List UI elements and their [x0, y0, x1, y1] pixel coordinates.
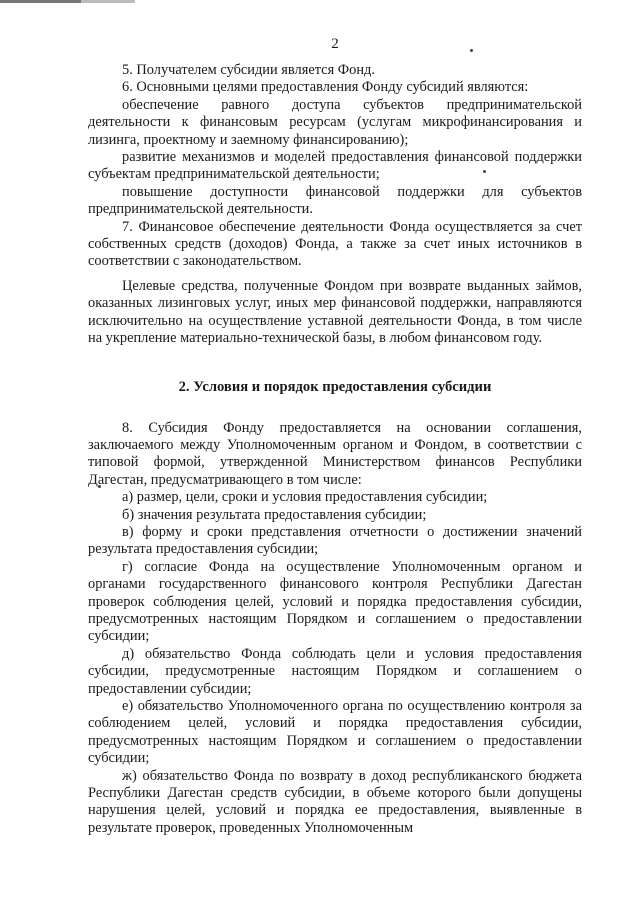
paragraph: 7. Финансовое обеспечение деятельности Фонда осуществляется за счет собственных средств (доходов) Фонда, а также за счет иных источников в соответствии с законодательством.: [88, 218, 582, 270]
paragraph: повышение доступности финансовой поддержки для субъектов предпринимательской деятельности.: [88, 183, 582, 218]
list-item: ж) обязательство Фонда по возврату в доход республиканского бюджета Республики Дагестан средств субсидии, в объеме которого были допущены нарушения целей, условий и порядка ее предоставления, выявленные в результате проверок, проведенных Уполномоченным: [88, 767, 582, 836]
section-paragraphs: [88, 420, 582, 838]
scan-edge-mark: [0, 0, 135, 3]
list-item: г) согласие Фонда на осуществление Уполномоченным органом и органами государственного финансового контроля Республики Дагестан проверок соблюдения целей, условий и порядка предоставления субсидии, предусмотренных настоящим Порядком и соглашением о предоставлении субсидии;: [88, 558, 582, 645]
paragraph: обеспечение равного доступа субъектов предпринимательской деятельности к финансовым ресурсам (услугам микрофинансирования и лизинга, проектному и заемному финансированию);: [88, 96, 582, 148]
list-item: е) обязательство Уполномоченного органа по осуществлению контроля за соблюдением целей, условий и порядка предоставления субсидии, предусмотренных настоящим Порядком и соглашением о предоставлении субсидии;: [88, 698, 582, 767]
paragraph: Целевые средства, полученные Фондом при возврате выданных займов, оказанных лизинговых услуг, иных мер финансовой поддержки, направляются исключительно на осуществление уставной деятельности Фонда, в том числе на укрепление материально-технической базы, в любом финансовом году.: [88, 277, 582, 347]
document-page: [88, 34, 582, 837]
list-item: б) значения результата предоставления субсидии;: [122, 506, 427, 523]
paragraph: 5. Получателем субсидии является Фонд.: [122, 62, 375, 78]
paragraph: развитие механизмов и моделей предоставления финансовой поддержки субъектам предпринимательской деятельности;: [88, 149, 582, 183]
paragraph: 6. Основными целями предоставления Фонду субсидий являются:: [122, 79, 529, 96]
paragraph: 8. Субсидия Фонду предоставляется на основании соглашения, заключаемого между Уполномоченным органом и Фондом, в соответствии с типовой формой, утвержденной Министерством финансов Республики Дагестан, предусматривающего в том числе:: [88, 419, 582, 488]
page-number: 2: [331, 36, 339, 52]
list-item: а) размер, цели, сроки и условия предоставления субсидии;: [122, 489, 488, 506]
list-item: в) форму и сроки представления отчетности о достижении значений результата предоставления субсидии;: [88, 523, 582, 558]
top-paragraphs: [88, 62, 582, 348]
list-item: д) обязательство Фонда соблюдать цели и условия предоставления субсидии, предусмотренные настоящим Порядком и соглашением о предоставлении субсидии;: [88, 645, 582, 697]
section-heading: 2. Условия и порядок предоставления субсидии: [178, 378, 492, 395]
